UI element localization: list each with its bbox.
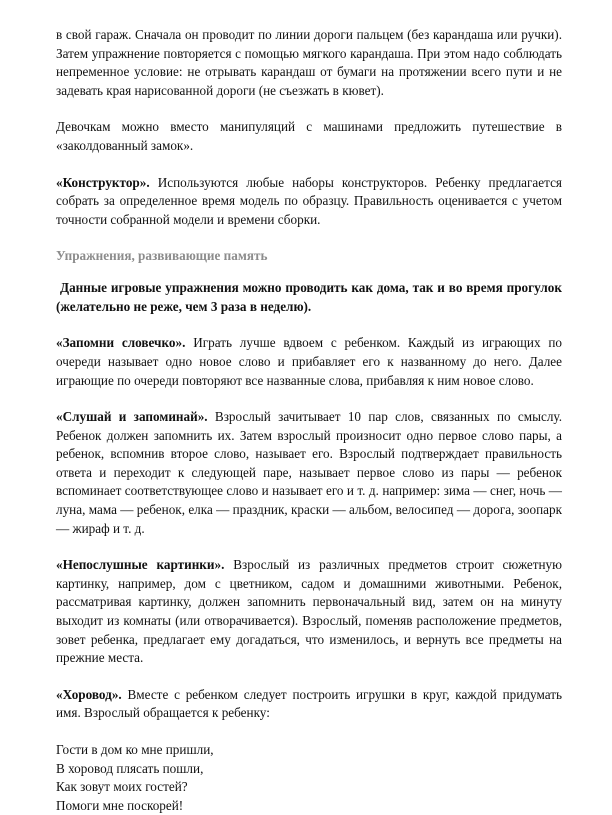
game-text-constructor: Используются любые наборы конструкторов. Ребенку предлагается собрать за определенное время модель по образцу. Правильность оценивается с учетом точности собранной модели и времени сборки. <box>56 174 562 227</box>
paragraph-game-listen-remember <box>56 408 562 538</box>
game-title-constructor: «Конструктор». <box>56 174 150 190</box>
poem <box>56 741 562 815</box>
paragraph-game-remember-word <box>56 334 562 390</box>
paragraph-game-round-dance <box>56 686 562 723</box>
game-title: «Непослушные картинки». <box>56 557 225 573</box>
document-page <box>56 26 562 815</box>
paragraph-girls: Девочкам можно вместо манипуляций с машинами предложить путешествие в «заколдованный замок». <box>56 119 562 153</box>
section-intro <box>56 279 562 316</box>
game-text: Играть лучше вдвоем с ребенком. Каждый из играющих по очереди называет одно новое слово и прибавляет его к названному до него. Далее играющие по очереди повторяют все названные слова, прибавляя к ним новое слово. <box>56 335 563 388</box>
poem-line: Помоги мне поскорей! <box>56 797 184 813</box>
game-title: «Слушай и запоминай». <box>56 409 208 425</box>
poem-line: Как зовут моих гостей? <box>56 779 188 795</box>
game-text: Взрослый зачитывает 10 пар слов, связанных по смыслу. Ребенок должен запомнить их. Затем взрослый произносит одно первое слово пары, а ребенок, вспомнив второе слово, называет его. Взрослый подтверждает правильность ответа и переходит к следующей паре, называет первое слово из пары — ребенок вспоминает соответствующее слово и называет его и т. д. например: зима — снег, ночь — луна, мама — ребенок, елка — праздник, краски — альбом, велосипед — дорога, зоопарк — жираф и т. д. <box>56 409 562 536</box>
section-heading: Упражнения, развивающие память <box>56 248 268 264</box>
paragraph-constructor <box>56 174 562 230</box>
game-title: «Запомни словечко». <box>56 335 186 351</box>
poem-line: В хоровод плясать пошли, <box>56 760 204 776</box>
game-text: Взрослый из различных предметов строит сюжетную картинку, например, дом с цветником, садом и домашними животными. Ребенок, рассматривая картинку, должен запомнить первоначальный вид, затем он на минуту выходит из комнаты (или отворачивается). Взрослый, поменяв расположение предметов, зовет ребенка, предлагает ему догадаться, что изменилось, и вернуть все предметы на прежние места. <box>56 557 562 666</box>
poem-line: Гости в дом ко мне пришли, <box>56 742 214 757</box>
section-intro-text: Данные игровые упражнения можно проводить как дома, так и во время прогулок (желательно не реже, чем 3 раза в неделю). <box>56 280 562 314</box>
paragraph-game-naughty-pictures <box>56 556 562 668</box>
game-text: Вместе с ребенком следует построить игрушки в круг, каждой придумать имя. Взрослый обращается к ребенку: <box>56 686 562 721</box>
game-title: «Хоровод». <box>56 686 122 702</box>
paragraph-garage: в свой гараж. Сначала он проводит по линии дороги пальцем (без карандаша или ручки). Затем упражнение повторяется с помощью мягкого карандаша. При этом надо соблюдать непременное условие: не отрывать карандаш от бумаги на протяжении всего пути и не задевать края нарисованной дороги (не съезжать в кювет). <box>56 27 562 98</box>
